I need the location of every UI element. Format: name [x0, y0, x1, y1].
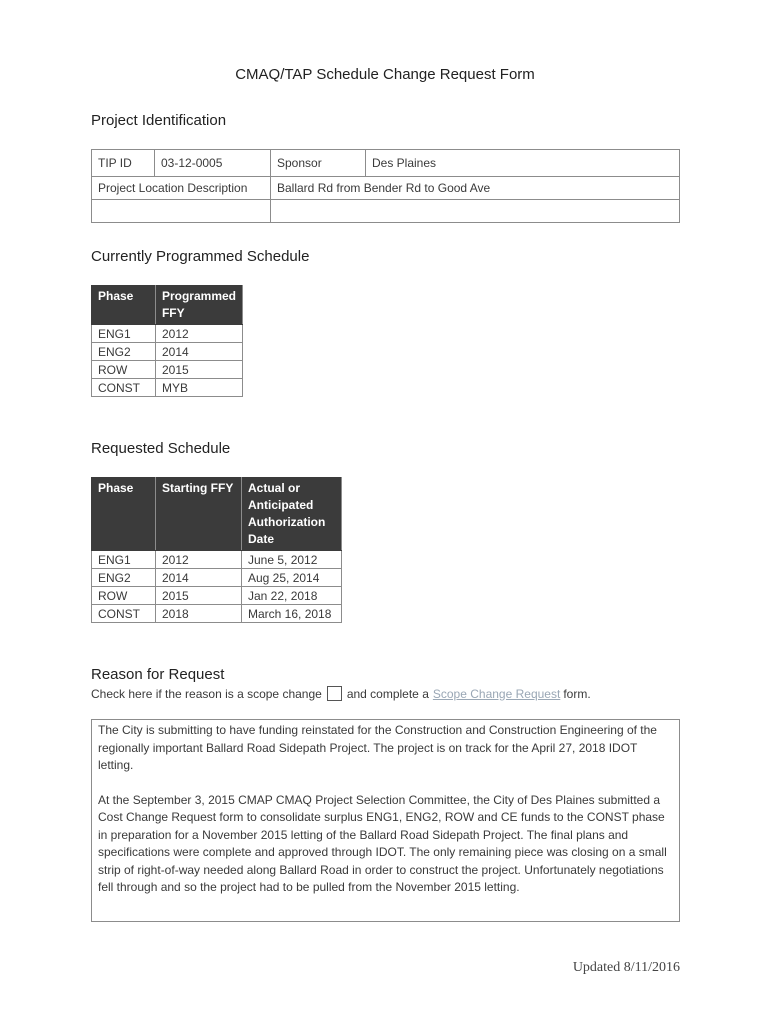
scope-change-suffix: form. [563, 686, 591, 701]
ffy-cell: 2012 [155, 325, 242, 343]
phase-cell: ROW [92, 587, 156, 605]
date-cell: Jan 22, 2018 [242, 587, 342, 605]
empty-cell[interactable] [271, 200, 680, 223]
phase-cell: ENG2 [92, 569, 156, 587]
page-title: CMAQ/TAP Schedule Change Request Form [235, 66, 535, 83]
table-row [92, 569, 342, 587]
requested-schedule-table [91, 477, 342, 623]
phase-cell: ENG1 [92, 551, 156, 569]
column-header-programmed-ffy: Programmed FFY [155, 286, 242, 325]
location-label: Project Location Description [92, 177, 271, 200]
date-cell: June 5, 2012 [242, 551, 342, 569]
current-schedule-heading: Currently Programmed Schedule [91, 248, 310, 265]
reason-text-box[interactable] [91, 719, 680, 922]
ffy-cell: 2015 [155, 361, 242, 379]
date-cell: March 16, 2018 [242, 605, 342, 623]
column-header-phase: Phase [92, 478, 156, 551]
phase-cell: CONST [92, 605, 156, 623]
phase-cell: ENG1 [92, 325, 156, 343]
phase-cell: ENG2 [92, 343, 156, 361]
column-header-authorization-date: Actual or Anticipated Authorization Date [242, 478, 342, 551]
table-row [92, 361, 243, 379]
scope-change-request-link[interactable]: Scope Change Request [432, 686, 561, 701]
column-header-starting-ffy: Starting FFY [156, 478, 242, 551]
scope-change-middle-text: and complete a [346, 686, 429, 701]
tip-id-label: TIP ID [92, 150, 155, 177]
scope-change-prompt: Check here if the reason is a scope change [91, 686, 322, 701]
sponsor-value[interactable]: Des Plaines [366, 150, 680, 177]
table-row [92, 587, 342, 605]
column-header-phase: Phase [92, 286, 156, 325]
project-identification-table [91, 149, 680, 223]
tip-id-value[interactable]: 03-12-0005 [155, 150, 271, 177]
current-schedule-table [91, 285, 243, 397]
ffy-cell: 2012 [156, 551, 242, 569]
scope-change-checkbox[interactable] [327, 686, 342, 701]
table-row [92, 551, 342, 569]
reason-paragraph-2: At the September 3, 2015 CMAP CMAQ Project Selection Committee, the City of Des Plaines submitted a Cost Change Request form to consolidate surplus ENG1, ENG2, ROW and CE funds to the CONST phase in preparation for a November 2015 letting of the Ballard Road Sidepath Project. The final plans and specifications were complete and approved through IDOT. The only remaining piece was closing on a small strip of right-of-way needed along Ballard Road in order to construct the project. Unfortunately negotiations fell through and so the project had to be pulled from the November 2015 letting. [98, 792, 667, 894]
sponsor-label: Sponsor [271, 150, 366, 177]
empty-cell[interactable] [92, 200, 271, 223]
ffy-cell: 2015 [156, 587, 242, 605]
ffy-cell: 2014 [155, 343, 242, 361]
location-value[interactable]: Ballard Rd from Bender Rd to Good Ave [271, 177, 680, 200]
phase-cell: CONST [92, 379, 156, 397]
reason-paragraph-1: The City is submitting to have funding reinstated for the Construction and Construction Engineering of the regionally important Ballard Road Sidepath Project. The project is on track for the April 27, 2018 IDOT letting. [98, 723, 657, 772]
ffy-cell: 2014 [156, 569, 242, 587]
ffy-cell: MYB [155, 379, 242, 397]
table-row [92, 343, 243, 361]
scope-change-line [91, 686, 591, 701]
requested-schedule-heading: Requested Schedule [91, 440, 231, 457]
reason-heading: Reason for Request [91, 666, 225, 683]
table-row [92, 325, 243, 343]
updated-date: Updated 8/11/2016 [572, 960, 680, 975]
table-row [92, 379, 243, 397]
date-cell: Aug 25, 2014 [242, 569, 342, 587]
project-identification-heading: Project Identification [91, 112, 227, 129]
table-row [92, 605, 342, 623]
ffy-cell: 2018 [156, 605, 242, 623]
phase-cell: ROW [92, 361, 156, 379]
